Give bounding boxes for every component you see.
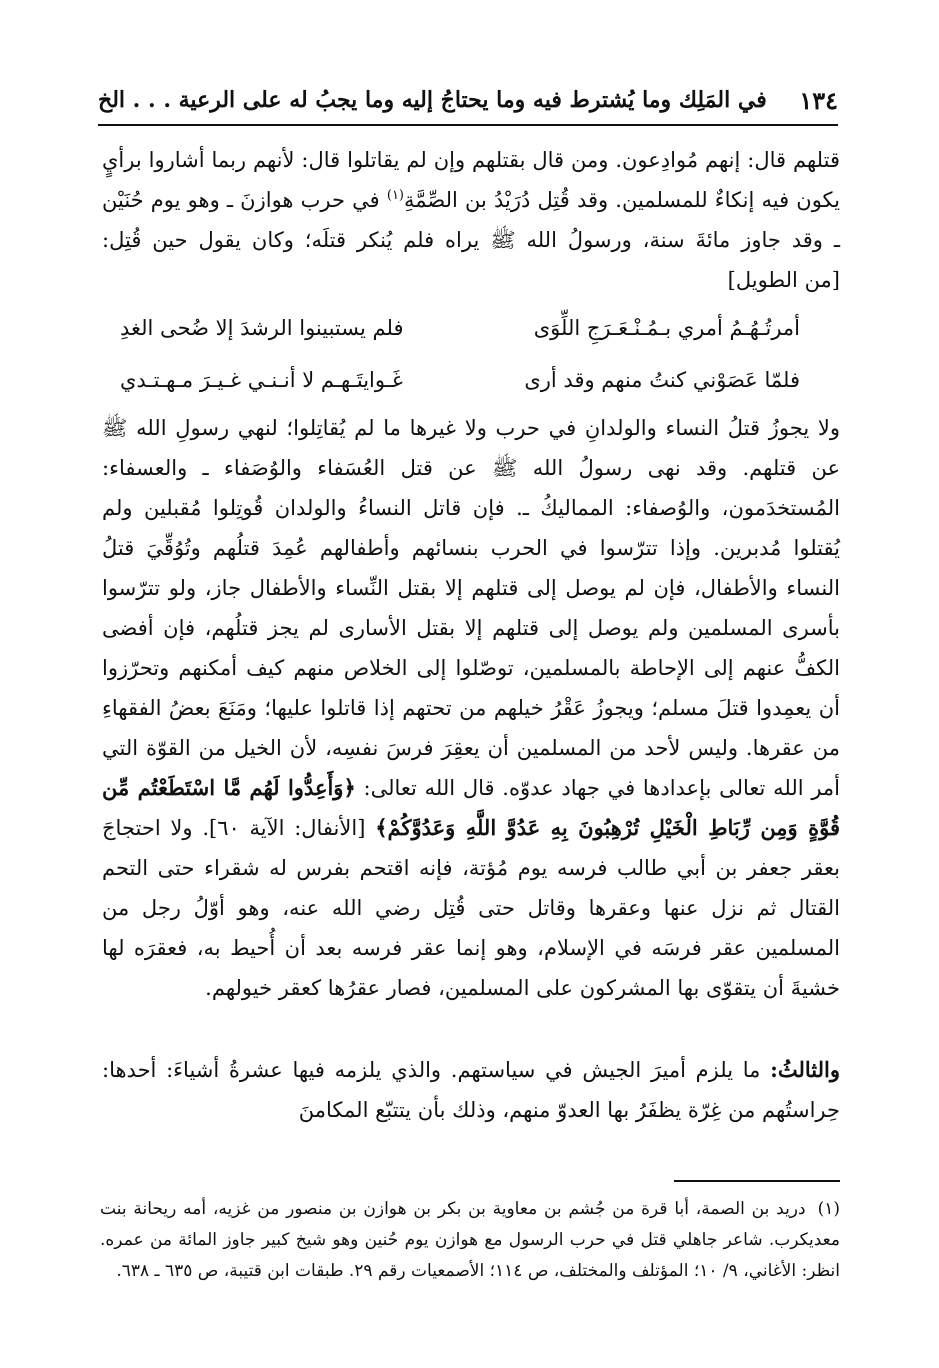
paragraph-2-text: ولا يجوزُ قتلُ النساء والولدانِ في حرب ولا غيرها ما لم يُقاتِلوا؛ لنهي رسولِ الله ﷺ عن قتلهم. وقد نهى رسولُ الله ﷺ عن قتل العُسَفاء والوُصَفاء ـ والعسفاء: المُستخدَمون، والوُصفاء: المماليكُ ـ. فإن قاتل النساءُ والولدان قُوتِلوا مُقبلين ولم يُقتلوا مُدبرين. وإذا تترّسوا في الحرب بنسائهم وأطفالهم عُمِدَ قتلُهم وتُوُقِّيَ قتلُ النساء والأطفال، فإن لم يوصل إلى قتلهم إلا بقتل النِّساء والأطفال جاز، ولو تترّسوا بأسرى المسلمين ولم يوصل إلى قتلهم إلا بقتل الأسارى لم يجز قتلُهم، فإن أفضى الكفُّ عنهم إلى الإحاطة بالمسلمين، توصّلوا إلى الخلاص منهم كيف أمكنهم وتحرّزوا أن يعمِدوا قتلَ مسلم؛ ويجوزُ عَقْرُ خيلهم من تحتهم إذا قاتلوا عليها؛ ومَنَعَ بعضُ الفقهاءِ من عقرها. وليس لأحد من المسلمين أن يعقِرَ فرسَ نفسِه، لأن الخيل من القوّة التي أمر الله تعالى بإعدادها في جهاد عدوّه. قال الله تعالى:: [102, 416, 840, 800]
poetic-meter: [من الطويل]: [727, 268, 840, 292]
paragraph-1-text-after: في حرب هوازنَ ـ وهو يوم حُنَيْن ـ وقد جاوز مائةَ سنة، ورسولُ الله ﷺ يراه فلم يُنكر قتلَه؛ وكان يقول حين قُتِل:: [102, 188, 840, 252]
footnote-text: دريد بن الصمة، أبا قرة من جُشم بن معاوية بن بكر بن هوازن بن منصور من غزيه، أمه ريحانة بنت معديكرب. شاعر جاهلي قتل في حرب الرسول مع هوازن يوم حُنين وهو شيخ كبير جاوز المائة من عمره. انظر: الأغاني، ٩/ ١٠؛ المؤتلف والمختلف، ص ١١٤؛ الأصمعيات رقم ٢٩. طبقات ابن قتيبة، ص ٦٣٥ ـ ٦٣٨.: [100, 1199, 840, 1281]
poem-line: [120, 354, 800, 406]
poem-hemistich-first: أمرتُـهُـمُ أمري بـمُـنْـعَـرَجِ اللِّوَى: [533, 316, 800, 340]
footnote-marker: (١): [817, 1199, 840, 1219]
footnote-reference[interactable]: (١): [386, 188, 404, 203]
paragraph-3: [102, 1050, 840, 1130]
header-rule: [98, 124, 838, 126]
poem-line: [120, 302, 800, 354]
footnote: [100, 1194, 840, 1287]
paragraph-1-text: قتلهم قال: إنهم مُوادِعون. ومن قال بقتلهم وإن لم يقاتلوا قال: لأنهم ربما أشاروا برأيٍ يكون فيه إنكاءٌ للمسلمين. وقد قُتِل دُرَيْدُ بن الصِّمَّةِ: [102, 148, 840, 212]
page-header: [98, 80, 838, 120]
quran-verse: ﴿وَأَعِدُّوا لَهُم مَّا اسْتَطَعْتُم مِّن قُوَّةٍ وَمِن رِّبَاطِ الْخَيْلِ تُرْهِبُونَ بِهِ عَدُوَّ اللَّهِ وَعَدُوَّكُمْ﴾: [102, 775, 840, 840]
running-title: في المَلِك وما يُشترط فيه وما يحتاجُ إليه وما يجبُ له على الرعية . . . الخ: [98, 87, 767, 113]
paragraph-3-text: ما يلزم أميرَ الجيش في سياستهم. والذي يلزمه فيها عشرةُ أشياءَ: أحدها: حِراستُهم من غِرّة يظفَرُ بها العدوّ منهم، وذلك بأن يتتبّع المكامنَ: [102, 1058, 840, 1122]
footnote-rule: [674, 1180, 840, 1182]
section-lead: والثالثُ:: [770, 1057, 840, 1082]
paragraph-2-text-after: [الأنفال: الآية ٦٠]. ولا احتجاجَ بعقر جعفر بن أبي طالب فرسه يوم مُؤتة، فإنه اقتحم بفرس له شقراء حتى التحم القتال ثم نزل عنها وعقرها وقاتل حتى قُتِل رضي الله عنه، وهو أوّلُ رجل من المسلمين عقر فرسَه في الإسلام، وهو إنما عقر فرسه بعد أن أُحيط به، فعقرَه لها خشيةَ أن يتقوّى بها المشركون على المسلمين، فصار عقرُها كعقر خيولهم.: [102, 816, 840, 1000]
poem-hemistich-first: فلمّا عَصَوْني كنتُ منهم وقد أرى: [524, 368, 800, 392]
page-number: ١٣٤: [799, 85, 838, 115]
paragraph-1: [102, 140, 840, 300]
paragraph-2: [102, 408, 840, 1008]
poem-hemistich-second: غَـوايتَـهـم لا أنـنـي غـيـرَ مـهـتـدي: [120, 368, 403, 392]
poem: [120, 302, 800, 406]
poem-hemistich-second: فلم يستبينوا الرشدَ إلا ضُحى الغدِ: [120, 316, 404, 340]
